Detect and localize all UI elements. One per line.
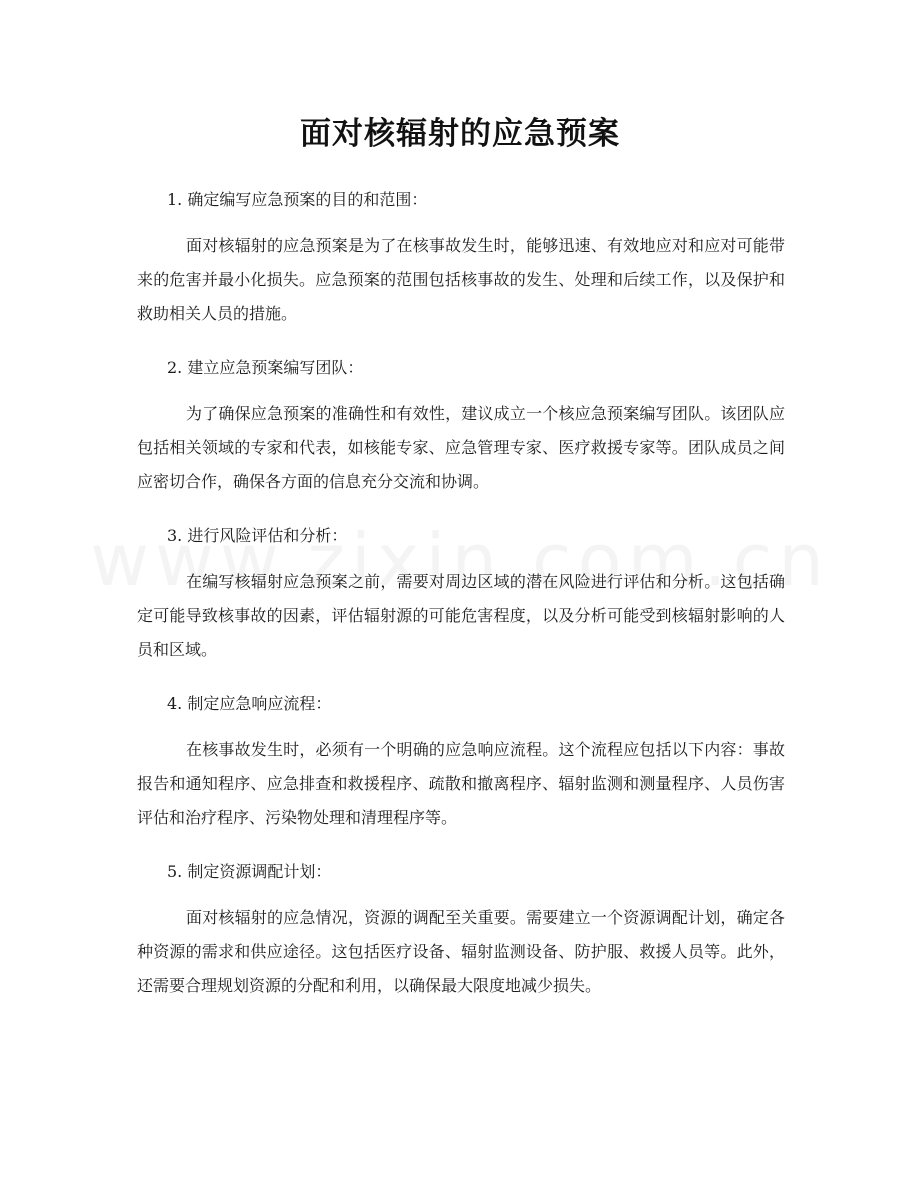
section-resource-plan: [137, 857, 785, 1003]
section-heading: 3. 进行风险评估和分析：: [167, 526, 348, 545]
section-paragraph: 在编写核辐射应急预案之前，需要对周边区域的潜在风险进行评估和分析。这包括确定可能导致核事故的因素，评估辐射源的可能危害程度，以及分析可能受到核辐射影响的人员和区域。: [137, 572, 785, 659]
document-title: 面对核辐射的应急预案: [300, 116, 620, 152]
section-heading: 1. 确定编写应急预案的目的和范围：: [167, 190, 428, 209]
section-paragraph: 面对核辐射的应急预案是为了在核事故发生时，能够迅速、有效地应对和应对可能带来的危害并最小化损失。应急预案的范围包括核事故的发生、处理和后续工作，以及保护和救助相关人员的措施。: [137, 236, 785, 323]
section-team: [137, 353, 785, 499]
section-paragraph: 为了确保应急预案的准确性和有效性，建议成立一个核应急预案编写团队。该团队应包括相关领域的专家和代表，如核能专家、应急管理专家、医疗救援专家等。团队成员之间应密切合作，确保各方面的信息充分交流和协调。: [137, 404, 785, 491]
section-heading: 4. 制定应急响应流程：: [167, 694, 332, 713]
section-paragraph: 在核事故发生时，必须有一个明确的应急响应流程。这个流程应包括以下内容：事故报告和通知程序、应急排查和救援程序、疏散和撤离程序、辐射监测和测量程序、人员伤害评估和治疗程序、污染物处理和清理程序等。: [137, 740, 785, 827]
section-heading: 2. 建立应急预案编写团队：: [167, 358, 364, 377]
section-risk-assessment: [137, 521, 785, 667]
section-heading: 5. 制定资源调配计划：: [167, 862, 332, 881]
section-paragraph: 面对核辐射的应急情况，资源的调配至关重要。需要建立一个资源调配计划，确定各种资源的需求和供应途径。这包括医疗设备、辐射监测设备、防护服、救援人员等。此外，还需要合理规划资源的分配和利用，以确保最大限度地减少损失。: [137, 908, 785, 995]
section-response-process: [137, 689, 785, 835]
document-body: [137, 185, 785, 1025]
section-purpose-scope: [137, 185, 785, 331]
